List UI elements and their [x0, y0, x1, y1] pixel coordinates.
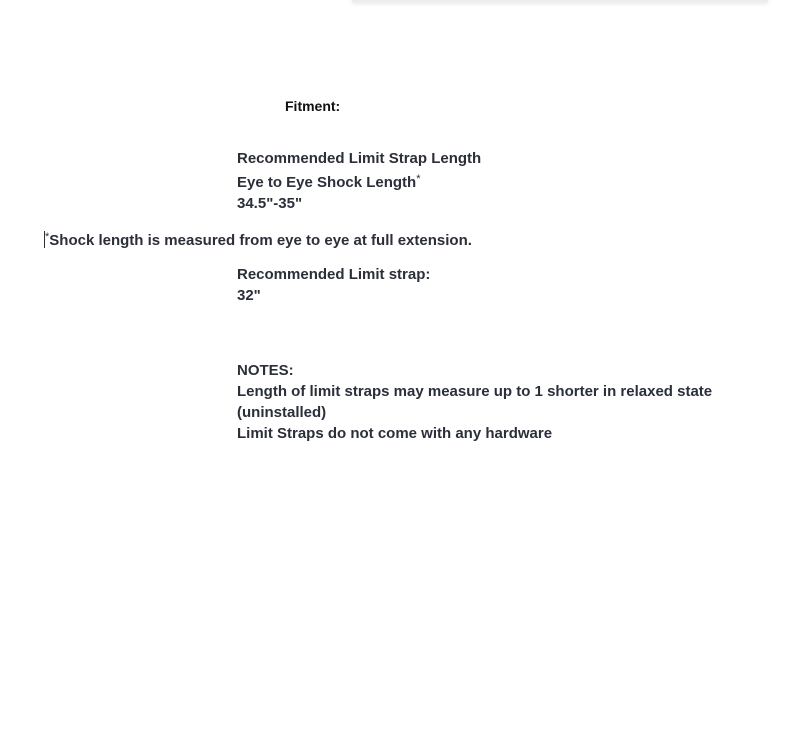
notes-block	[237, 360, 757, 444]
top-panel-edge	[352, 0, 768, 2]
asterisk-mark: *	[416, 173, 421, 185]
notes-title: NOTES:	[237, 362, 294, 379]
footnote-asterisk: *	[45, 231, 50, 243]
shock-length-line	[237, 169, 481, 193]
fitment-label: Fitment:	[285, 98, 341, 114]
notes-line-hardware: Limit Straps do not come with any hardware	[237, 425, 553, 442]
notes-line-length: Length of limit straps may measure up to 1 shorter in relaxed state (uninstalled)	[237, 383, 713, 421]
footnote	[44, 227, 472, 251]
strap-length-heading: Recommended Limit Strap Length	[237, 150, 482, 167]
recommended-strap-value: 32"	[237, 287, 261, 304]
recommended-strap-block	[237, 264, 430, 306]
strap-length-block	[237, 148, 481, 214]
recommended-strap-label: Recommended Limit strap:	[237, 266, 431, 283]
shock-length-label: Eye to Eye Shock Length	[237, 174, 417, 191]
shock-length-range: 34.5"-35"	[237, 195, 303, 212]
footnote-text: Shock length is measured from eye to eye at full extension.	[49, 232, 472, 249]
